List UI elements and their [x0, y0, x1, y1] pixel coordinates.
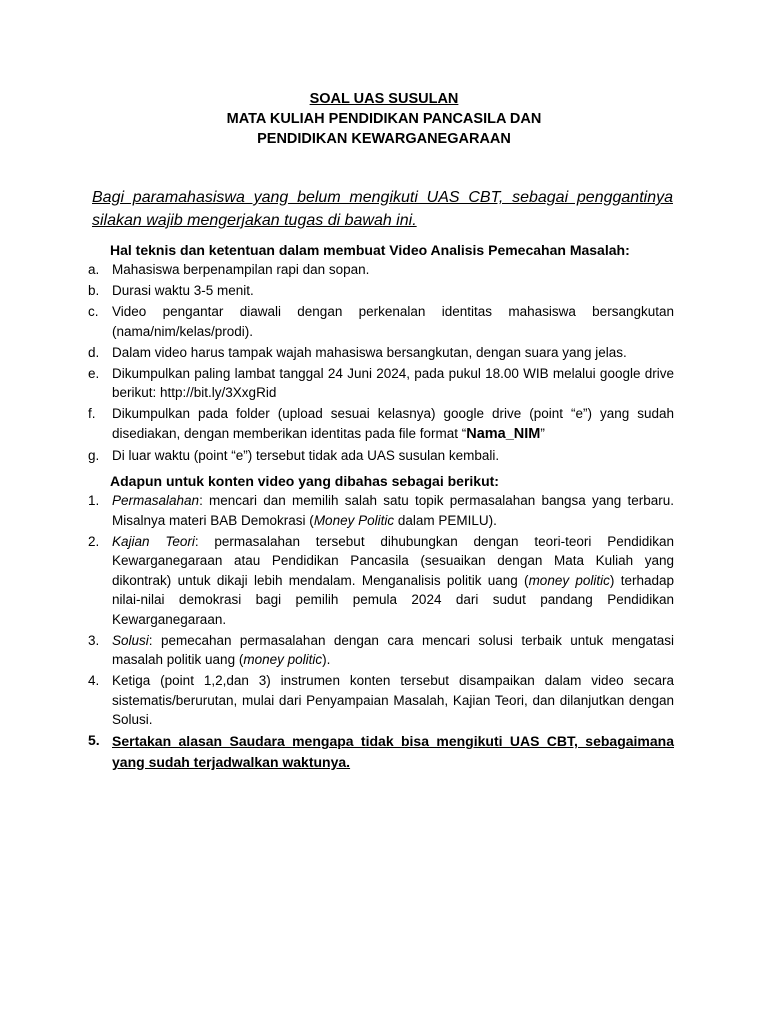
list-item: b. Durasi waktu 3-5 menit. [88, 283, 254, 299]
list-item: d. Dalam video harus tampak wajah mahasiswa bersangkutan, dengan suara yang jelas. [88, 344, 627, 360]
title-line-2: MATA KULIAH PENDIDIKAN PANCASILA DAN [226, 111, 542, 127]
list-item: e. Dikumpulkan paling lambat tanggal 24 Juni 2024, pada pukul 18.00 WIB melalui google drive berikut: http://bit.ly/3XxgRid [88, 365, 674, 401]
list-item: a. Mahasiswa berpenampilan rapi dan sopan. [88, 262, 370, 277]
list-item: 2. Kajian Teori: permasalahan tersebut dihubungkan dengan teori-teori Pendidikan Kewarganegaraan atau Pendidikan Pancasila (sesuaikan dengan Mata Kuliah yang dikontrak) untuk dikaji lebih mendalam. Menganalisis politik uang (money politic) terhadap nilai-nilai demokrasi bagi pemilih pemula 2024 dari sudut pandang Pendidikan Kewarganegaraan. [88, 533, 675, 627]
document-title [0, 89, 768, 149]
list-item: 5. Sertakan alasan Saudara mengapa tidak bisa mengikuti UAS CBT, sebagaimana yang sudah terjadwalkan waktunya. [88, 732, 674, 770]
section-1-heading: Hal teknis dan ketentuan dalam membuat Video Analisis Pemecahan Masalah: [110, 242, 630, 258]
list-item: 3. Solusi: pemecahan permasalahan dengan cara mencari solusi terbaik untuk mengatasi masalah politik uang (money politic). [88, 632, 674, 668]
list-item: 1. Permasalahan: mencari dan memilih salah satu topik permasalahan bangsa yang terbaru. Misalnya materi BAB Demokrasi (Money Politic dalam PEMILU). [88, 493, 674, 528]
file-format-name: Nama_NIM [466, 425, 541, 442]
list-item: f. Dikumpulkan pada folder (upload sesuai kelasnya) google drive (point “e”) yang sudah disediakan, dengan memberikan identitas pada file format “Nama_NIM” [88, 406, 674, 442]
list-item: 4. Ketiga (point 1,2,dan 3) instrumen konten tersebut disampaikan dalam video secara sistematis/berurutan, mulai dari Penyampaian Masalah, Kajian Teori, dan dilanjutkan dengan Solusi. [88, 673, 674, 728]
section-2-heading: Adapun untuk konten video yang dibahas sebagai berikut: [110, 473, 499, 489]
list-item: c. Video pengantar diawali dengan perkenalan identitas mahasiswa bersangkutan (nama/nim/kelas/prodi). [88, 304, 674, 339]
title-line-3: PENDIDIKAN KEWARGANEGARAAN [257, 131, 511, 147]
intro-paragraph: Bagi paramahasiswa yang belum mengikuti UAS CBT, sebagai penggantinya silakan wajib mengerjakan tugas di bawah ini. [92, 189, 673, 229]
technical-requirements-list [84, 260, 674, 467]
video-content-list [84, 491, 674, 774]
title-line-1: SOAL UAS SUSULAN [309, 91, 459, 107]
list-item: g. Di luar waktu (point “e”) tersebut tidak ada UAS susulan kembali. [88, 448, 500, 464]
